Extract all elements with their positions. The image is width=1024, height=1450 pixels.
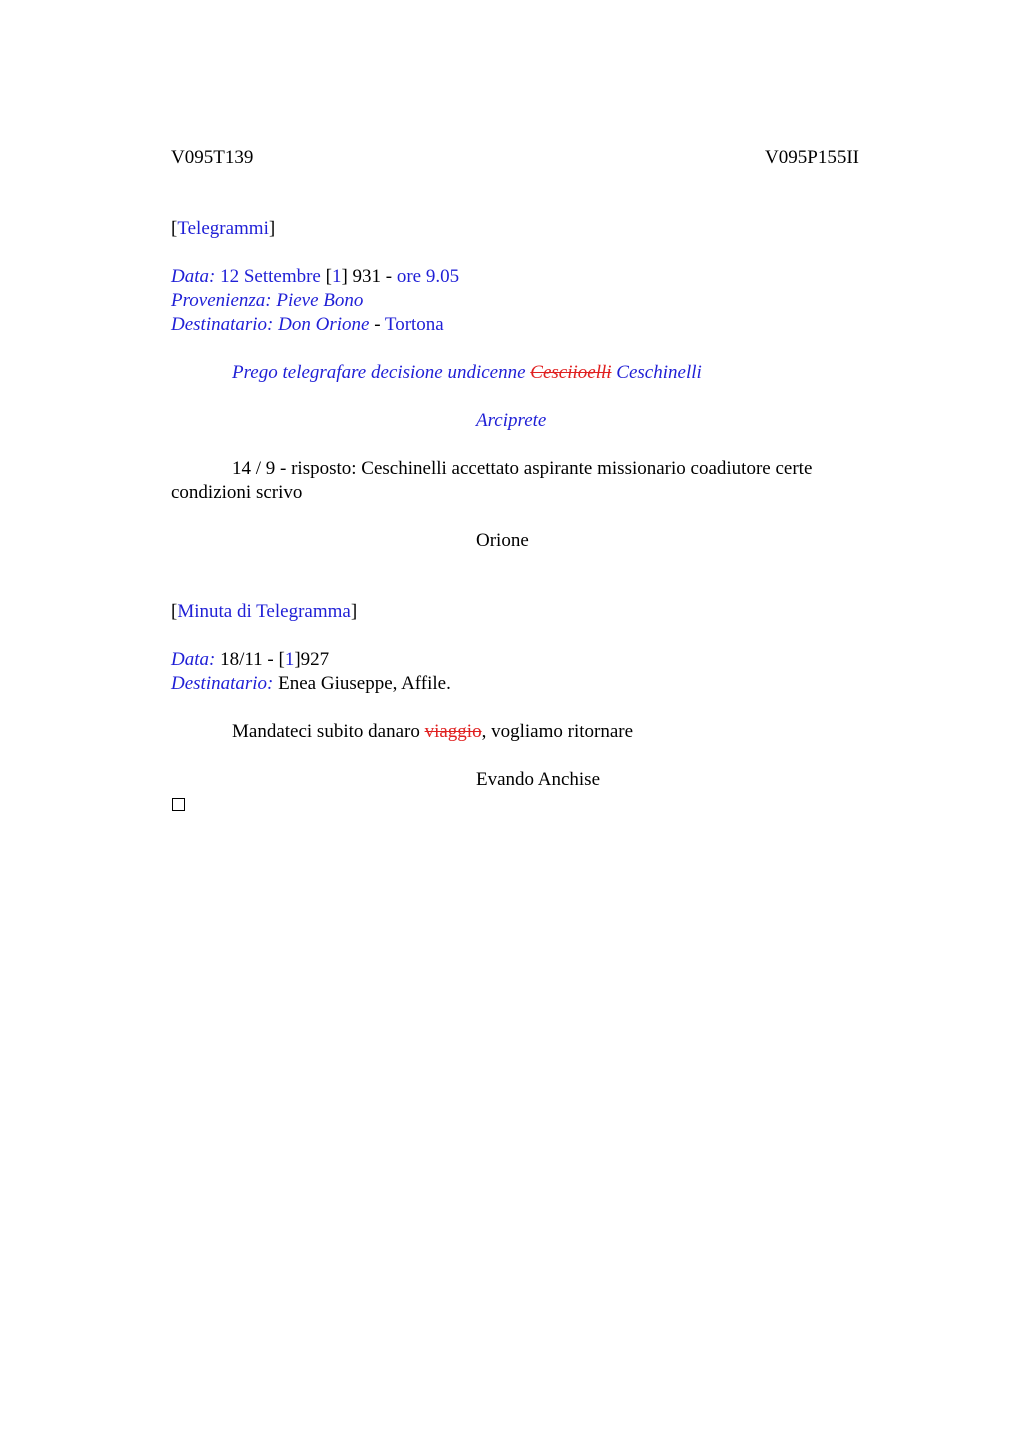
telegram2-date-line: Data: 18/11 - [1]927 (171, 649, 330, 670)
section-title-telegrammi: [Telegrammi] (171, 218, 276, 239)
telegram2-destinatario: Destinatario: Enea Giuseppe, Affile. (171, 673, 451, 694)
telegram2-message: Mandateci subito danaro viaggio, vogliamo ritornare (232, 721, 634, 742)
telegram2-signature: Evando Anchise (476, 769, 601, 790)
end-marker (171, 792, 863, 818)
date-label: Data: (171, 266, 216, 287)
telegram1-message: Prego telegrafare decisione undicenne Cesciioelli Ceschinelli (232, 362, 702, 383)
section-title-text: Minuta di Telegramma (177, 601, 351, 622)
date-time: ore 9.05 (396, 266, 460, 287)
struck-word: viaggio (424, 721, 482, 742)
section-title-minuta: [Minuta di Telegramma] (171, 601, 358, 622)
telegram1-destinatario: Destinatario: Don Orione - Tortona (171, 314, 444, 335)
struck-word: Cesciioelli (530, 362, 612, 383)
left-code: V095T139 (171, 147, 254, 168)
square-outline-icon (172, 798, 185, 811)
right-code: V095P155II (765, 147, 859, 168)
telegram1-reply-signature: Orione (476, 530, 529, 551)
telegram1-date-line: Data: 12 Settembre [1] 931 - ore 9.05 (171, 266, 460, 287)
telegram1-provenienza: Provenienza: Pieve Bono (171, 290, 364, 311)
date-day-month: 12 Settembre (215, 266, 321, 287)
telegram1-reply: 14 / 9 - risposto: Ceschinelli accettato aspirante missionario coadiutore certe condizioni scrivo (171, 458, 813, 503)
telegram2-meta (171, 648, 863, 696)
section-title-text: Telegrammi (177, 218, 269, 239)
document-header (171, 146, 859, 170)
document-page (171, 146, 863, 818)
telegram1-signature: Arciprete (476, 410, 547, 431)
telegram1-meta (171, 265, 863, 337)
